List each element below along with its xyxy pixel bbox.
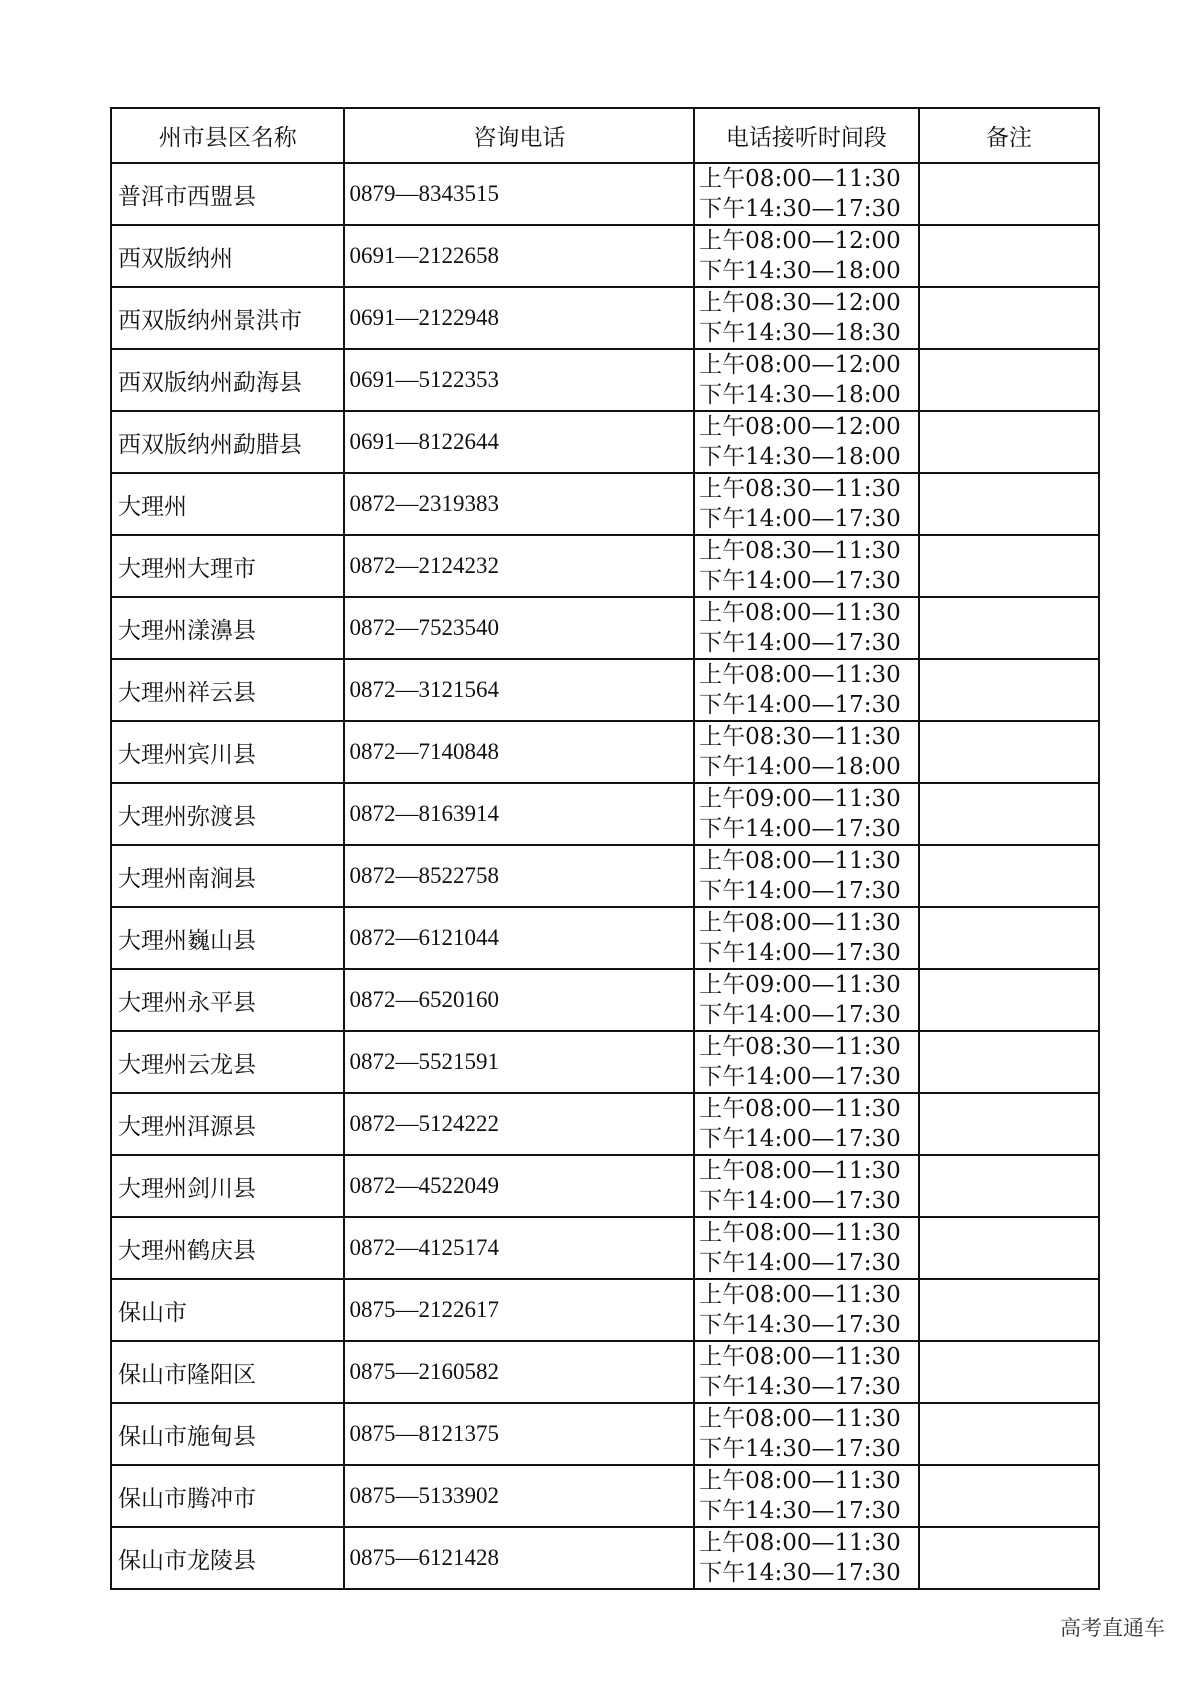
cell-region-name: 大理州剑川县 (111, 1155, 344, 1217)
morning-hours: 上午08:00—11:30 (699, 166, 901, 192)
cell-phone: 0872—4125174 (344, 1217, 694, 1279)
cell-answer-time (694, 1093, 918, 1155)
cell-note (919, 1341, 1099, 1403)
cell-region-name: 保山市隆阳区 (111, 1341, 344, 1403)
cell-phone: 0691—2122948 (344, 287, 694, 349)
cell-answer-time (694, 721, 918, 783)
morning-hours: 上午08:00—12:00 (699, 228, 901, 254)
table-row (111, 473, 1099, 535)
cell-note (919, 907, 1099, 969)
cell-answer-time (694, 1155, 918, 1217)
cell-note (919, 1031, 1099, 1093)
cell-region-name: 西双版纳州勐海县 (111, 349, 344, 411)
morning-hours: 上午08:00—12:00 (699, 414, 901, 440)
cell-phone: 0872—3121564 (344, 659, 694, 721)
afternoon-hours: 下午14:30—18:00 (699, 382, 901, 408)
cell-phone: 0691—8122644 (344, 411, 694, 473)
cell-phone: 0691—2122658 (344, 225, 694, 287)
table-row (111, 1279, 1099, 1341)
table-row (111, 1527, 1099, 1589)
afternoon-hours: 下午14:00—17:30 (699, 630, 901, 656)
cell-phone: 0872—4522049 (344, 1155, 694, 1217)
cell-note (919, 473, 1099, 535)
cell-answer-time (694, 473, 918, 535)
cell-phone: 0872—5521591 (344, 1031, 694, 1093)
cell-region-name: 大理州漾濞县 (111, 597, 344, 659)
morning-hours: 上午09:00—11:30 (699, 972, 901, 998)
cell-answer-time (694, 783, 918, 845)
morning-hours: 上午08:00—11:30 (699, 1530, 901, 1556)
table-row (111, 1031, 1099, 1093)
afternoon-hours: 下午14:00—17:30 (699, 506, 901, 532)
morning-hours: 上午08:00—11:30 (699, 600, 901, 626)
cell-answer-time (694, 1341, 918, 1403)
cell-region-name: 大理州宾川县 (111, 721, 344, 783)
morning-hours: 上午08:30—11:30 (699, 538, 901, 564)
table-row (111, 783, 1099, 845)
table-body (111, 163, 1099, 1589)
morning-hours: 上午08:00—11:30 (699, 1406, 901, 1432)
afternoon-hours: 下午14:30—17:30 (699, 1498, 901, 1524)
cell-phone: 0872—2319383 (344, 473, 694, 535)
afternoon-hours: 下午14:30—18:00 (699, 444, 901, 470)
cell-region-name: 保山市 (111, 1279, 344, 1341)
cell-answer-time (694, 659, 918, 721)
header-answer-time: 电话接听时间段 (694, 108, 918, 163)
table-row (111, 535, 1099, 597)
afternoon-hours: 下午14:00—17:30 (699, 1188, 901, 1214)
table-row (111, 1155, 1099, 1217)
cell-region-name: 西双版纳州 (111, 225, 344, 287)
cell-phone: 0872—7140848 (344, 721, 694, 783)
cell-answer-time (694, 1279, 918, 1341)
cell-region-name: 保山市腾冲市 (111, 1465, 344, 1527)
cell-region-name: 保山市龙陵县 (111, 1527, 344, 1589)
watermark-text: 高考直通车 (1060, 1616, 1165, 1640)
table-row (111, 1403, 1099, 1465)
cell-region-name: 普洱市西盟县 (111, 163, 344, 225)
cell-region-name: 大理州 (111, 473, 344, 535)
cell-answer-time (694, 411, 918, 473)
afternoon-hours: 下午14:30—18:00 (699, 258, 901, 284)
table-row (111, 597, 1099, 659)
morning-hours: 上午08:30—11:30 (699, 1034, 901, 1060)
table-row (111, 163, 1099, 225)
table-header-row (111, 108, 1099, 163)
morning-hours: 上午08:00—11:30 (699, 1220, 901, 1246)
morning-hours: 上午08:00—11:30 (699, 1468, 901, 1494)
cell-region-name: 大理州鹤庆县 (111, 1217, 344, 1279)
cell-note (919, 1217, 1099, 1279)
morning-hours: 上午08:30—11:30 (699, 476, 901, 502)
cell-phone: 0872—6121044 (344, 907, 694, 969)
table-row (111, 1217, 1099, 1279)
cell-phone: 0875—8121375 (344, 1403, 694, 1465)
cell-answer-time (694, 845, 918, 907)
table-row (111, 721, 1099, 783)
morning-hours: 上午08:00—11:30 (699, 848, 901, 874)
cell-note (919, 1155, 1099, 1217)
cell-note (919, 597, 1099, 659)
morning-hours: 上午08:00—11:30 (699, 1096, 901, 1122)
morning-hours: 上午08:00—11:30 (699, 1344, 901, 1370)
table-row (111, 225, 1099, 287)
cell-answer-time (694, 287, 918, 349)
table-row (111, 659, 1099, 721)
table-row (111, 969, 1099, 1031)
afternoon-hours: 下午14:00—17:30 (699, 1126, 901, 1152)
afternoon-hours: 下午14:00—17:30 (699, 692, 901, 718)
cell-note (919, 349, 1099, 411)
afternoon-hours: 下午14:30—17:30 (699, 1312, 901, 1338)
morning-hours: 上午08:00—12:00 (699, 352, 901, 378)
cell-phone: 0691—5122353 (344, 349, 694, 411)
cell-region-name: 大理州弥渡县 (111, 783, 344, 845)
afternoon-hours: 下午14:00—17:30 (699, 1002, 901, 1028)
afternoon-hours: 下午14:30—18:30 (699, 320, 901, 346)
cell-note (919, 1093, 1099, 1155)
cell-answer-time (694, 1403, 918, 1465)
cell-phone: 0872—2124232 (344, 535, 694, 597)
cell-phone: 0872—8522758 (344, 845, 694, 907)
table-row (111, 287, 1099, 349)
cell-phone: 0875—5133902 (344, 1465, 694, 1527)
header-phone: 咨询电话 (344, 108, 694, 163)
afternoon-hours: 下午14:30—17:30 (699, 1560, 901, 1586)
table-row (111, 1341, 1099, 1403)
cell-phone: 0875—2160582 (344, 1341, 694, 1403)
morning-hours: 上午08:00—11:30 (699, 1158, 901, 1184)
afternoon-hours: 下午14:00—17:30 (699, 568, 901, 594)
morning-hours: 上午08:00—11:30 (699, 910, 901, 936)
table-row (111, 349, 1099, 411)
header-note: 备注 (919, 108, 1099, 163)
morning-hours: 上午08:30—12:00 (699, 290, 901, 316)
cell-note (919, 411, 1099, 473)
cell-answer-time (694, 535, 918, 597)
cell-phone: 0872—7523540 (344, 597, 694, 659)
cell-answer-time (694, 907, 918, 969)
afternoon-hours: 下午14:30—17:30 (699, 196, 901, 222)
cell-answer-time (694, 597, 918, 659)
cell-note (919, 163, 1099, 225)
cell-phone: 0872—5124222 (344, 1093, 694, 1155)
header-region-name: 州市县区名称 (111, 108, 344, 163)
cell-note (919, 1527, 1099, 1589)
cell-note (919, 845, 1099, 907)
cell-phone: 0879—8343515 (344, 163, 694, 225)
afternoon-hours: 下午14:00—18:00 (699, 754, 901, 780)
cell-phone: 0872—6520160 (344, 969, 694, 1031)
table-row (111, 1093, 1099, 1155)
cell-region-name: 大理州巍山县 (111, 907, 344, 969)
morning-hours: 上午09:00—11:30 (699, 786, 901, 812)
morning-hours: 上午08:00—11:30 (699, 662, 901, 688)
cell-region-name: 西双版纳州景洪市 (111, 287, 344, 349)
cell-region-name: 大理州洱源县 (111, 1093, 344, 1155)
cell-note (919, 287, 1099, 349)
consultation-phone-table (110, 107, 1100, 1590)
cell-answer-time (694, 1465, 918, 1527)
cell-note (919, 1279, 1099, 1341)
afternoon-hours: 下午14:30—17:30 (699, 1436, 901, 1462)
cell-answer-time (694, 225, 918, 287)
cell-answer-time (694, 1217, 918, 1279)
cell-note (919, 535, 1099, 597)
afternoon-hours: 下午14:00—17:30 (699, 878, 901, 904)
cell-region-name: 大理州永平县 (111, 969, 344, 1031)
afternoon-hours: 下午14:30—17:30 (699, 1374, 901, 1400)
cell-note (919, 225, 1099, 287)
table-row (111, 411, 1099, 473)
cell-answer-time (694, 163, 918, 225)
cell-note (919, 783, 1099, 845)
cell-note (919, 1465, 1099, 1527)
morning-hours: 上午08:30—11:30 (699, 724, 901, 750)
table-row (111, 1465, 1099, 1527)
cell-region-name: 大理州大理市 (111, 535, 344, 597)
cell-phone: 0875—2122617 (344, 1279, 694, 1341)
cell-note (919, 721, 1099, 783)
cell-answer-time (694, 1031, 918, 1093)
afternoon-hours: 下午14:00—17:30 (699, 940, 901, 966)
table-row (111, 845, 1099, 907)
afternoon-hours: 下午14:00—17:30 (699, 816, 901, 842)
cell-note (919, 969, 1099, 1031)
afternoon-hours: 下午14:00—17:30 (699, 1064, 901, 1090)
cell-region-name: 保山市施甸县 (111, 1403, 344, 1465)
cell-answer-time (694, 969, 918, 1031)
cell-phone: 0875—6121428 (344, 1527, 694, 1589)
cell-note (919, 659, 1099, 721)
cell-answer-time (694, 349, 918, 411)
cell-phone: 0872—8163914 (344, 783, 694, 845)
afternoon-hours: 下午14:00—17:30 (699, 1250, 901, 1276)
cell-region-name: 大理州云龙县 (111, 1031, 344, 1093)
cell-region-name: 大理州南涧县 (111, 845, 344, 907)
table-row (111, 907, 1099, 969)
cell-region-name: 西双版纳州勐腊县 (111, 411, 344, 473)
cell-answer-time (694, 1527, 918, 1589)
cell-region-name: 大理州祥云县 (111, 659, 344, 721)
morning-hours: 上午08:00—11:30 (699, 1282, 901, 1308)
cell-note (919, 1403, 1099, 1465)
